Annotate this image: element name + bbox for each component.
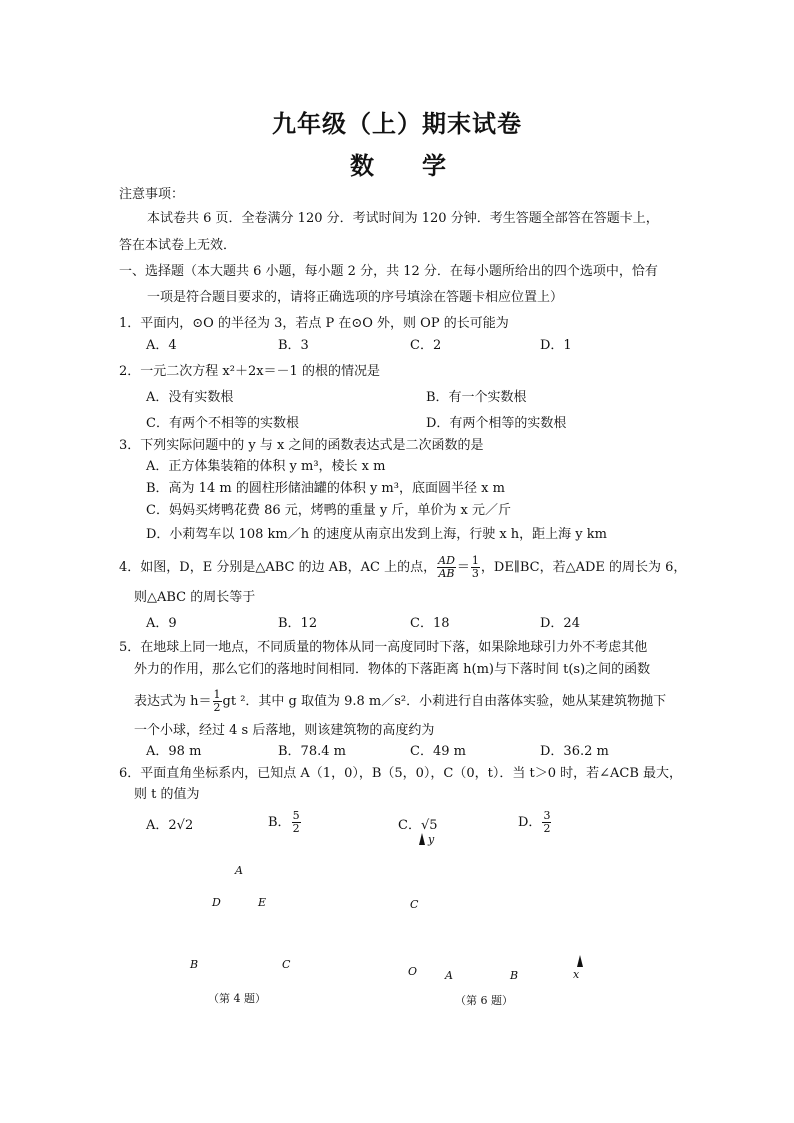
section-heading-line-1: 一、选择题（本大题共 6 小题，每小题 2 分，共 12 分．在每小题所给出的四个选项中，恰有: [119, 264, 658, 279]
fig6-label-x: x: [573, 968, 580, 981]
q1-option-a: A．4: [146, 338, 177, 353]
y-axis-arrow-icon: [418, 833, 426, 847]
page-title: 九年级（上）期末试卷: [272, 109, 522, 138]
q5-option-c: C．49 m: [410, 744, 466, 759]
q5-line-3: 表达式为 h＝ $\frac{1}{2}$ gt ²．其中 g 取值为 9.8 m／s²．小莉进行自由落体实验，她从某建筑物抛下: [134, 688, 667, 714]
q2-option-c: C．有两个不相等的实数根: [146, 416, 299, 431]
q4-option-a: A．9: [146, 616, 177, 631]
notice-heading: 注意事项：: [119, 187, 185, 202]
q5-line-4: 一个小球，经过 4 s 后落地，则该建筑物的高度约为: [134, 723, 435, 738]
q4-option-c: C．18: [410, 616, 450, 631]
q2-option-a: A．没有实数根: [146, 390, 234, 405]
fig4-label-b: B: [190, 958, 199, 971]
q4-fraction-one-third: $\frac{1}{3}$: [471, 554, 479, 580]
q6-option-d: D． $\frac{3}{2}$: [518, 809, 551, 835]
q1-option-c: C．2: [410, 338, 442, 353]
q5-fraction-half: $\frac{1}{2}$: [213, 688, 221, 714]
fig4-label-d: D: [212, 896, 221, 909]
q3-option-d: D．小莉驾车以 108 km／h 的速度从南京出发到上海，行驶 x h，距上海 y km: [146, 527, 607, 542]
q4-stem-part-a: 4．如图，D，E 分别是△ABC 的边 AB，AC 上的点，: [119, 560, 437, 575]
notice-line-2: 答在本试卷上无效．: [119, 238, 237, 253]
q3-option-a: A．正方体集装箱的体积 y m³，棱长 x m: [146, 459, 386, 474]
q4-stem-line-2: 则△ABC 的周长等于: [134, 590, 256, 605]
q6-option-c: C．√5: [398, 818, 438, 833]
q4-stem-part-b: ，DE∥BC，若△ADE 的周长为 6，: [480, 560, 687, 575]
fig6-label-o: O: [408, 965, 418, 978]
fig4-label-e: E: [258, 896, 267, 909]
q3-stem: 3．下列实际问题中的 y 与 x 之间的函数表达式是二次函数的是: [119, 438, 484, 453]
fig6-label-y: y: [428, 833, 435, 846]
q4-option-b: B．12: [278, 616, 318, 631]
q1-stem: 1．平面内，⊙O 的半径为 3，若点 P 在⊙O 外，则 OP 的长可能为: [119, 316, 509, 331]
q5-line-2: 外力的作用，那么它们的落地时间相同．物体的下落距离 h(m)与下落时间 t(s)之间的函数: [134, 662, 651, 677]
q4-stem-line-1: [119, 555, 686, 580]
q4-option-d: D．24: [540, 616, 580, 631]
q5-option-d: D．36.2 m: [540, 744, 609, 759]
q6-line-1: 6．平面直角坐标系内，已知点 A（1，0），B（5，0），C（0，t）．当 t＞0 时，若∠ACB 最大，: [119, 766, 683, 781]
q6-option-a: A．2√2: [146, 818, 194, 833]
q1-option-b: B．3: [278, 338, 309, 353]
x-axis-arrow-icon: [576, 955, 584, 969]
q6-line-2: 则 t 的值为: [134, 787, 200, 802]
q3-option-b: B．高为 14 m 的圆柱形储油罐的体积 y m³，底面圆半径 x m: [146, 481, 505, 496]
fig6-label-c: C: [410, 898, 419, 911]
q2-option-b: B．有一个实数根: [426, 390, 527, 405]
q4-equals: ＝: [456, 560, 470, 575]
q1-option-d: D．1: [540, 338, 572, 353]
q6-option-b: B． $\frac{5}{2}$: [268, 809, 300, 835]
section-heading-line-2: 一项是符合题目要求的，请将正确选项的序号填涂在答题卡相应位置上）: [147, 290, 564, 305]
q5-option-a: A．98 m: [146, 744, 202, 759]
notice-line-1: 本试卷共 6 页．全卷满分 120 分．考试时间为 120 分钟．考生答题全部答在答题卡上，: [147, 211, 659, 226]
q2-stem: 2．一元二次方程 x²＋2x＝－1 的根的情况是: [119, 364, 380, 379]
fig6-label-a: A: [445, 969, 453, 982]
q2-option-d: D．有两个相等的实数根: [426, 416, 567, 431]
fig4-label-c: C: [282, 958, 291, 971]
q3-option-c: C．妈妈买烤鸭花费 86 元，烤鸭的重量 y 斤，单价为 x 元／斤: [146, 503, 511, 518]
q4-fraction-ad-ab: $\frac{AD}{AB}$: [438, 554, 455, 580]
fig6-caption: （第 6 题）: [455, 994, 513, 1007]
q5-line-1: 5．在地球上同一地点，不同质量的物体从同一高度同时下落，如果除地球引力外不考虑其他: [119, 640, 648, 655]
fig6-label-b: B: [510, 969, 519, 982]
subject-title: 数 学: [350, 151, 446, 180]
fig4-label-a: A: [235, 864, 243, 877]
fig4-caption: （第 4 题）: [208, 992, 266, 1005]
q5-option-b: B．78.4 m: [278, 744, 346, 759]
